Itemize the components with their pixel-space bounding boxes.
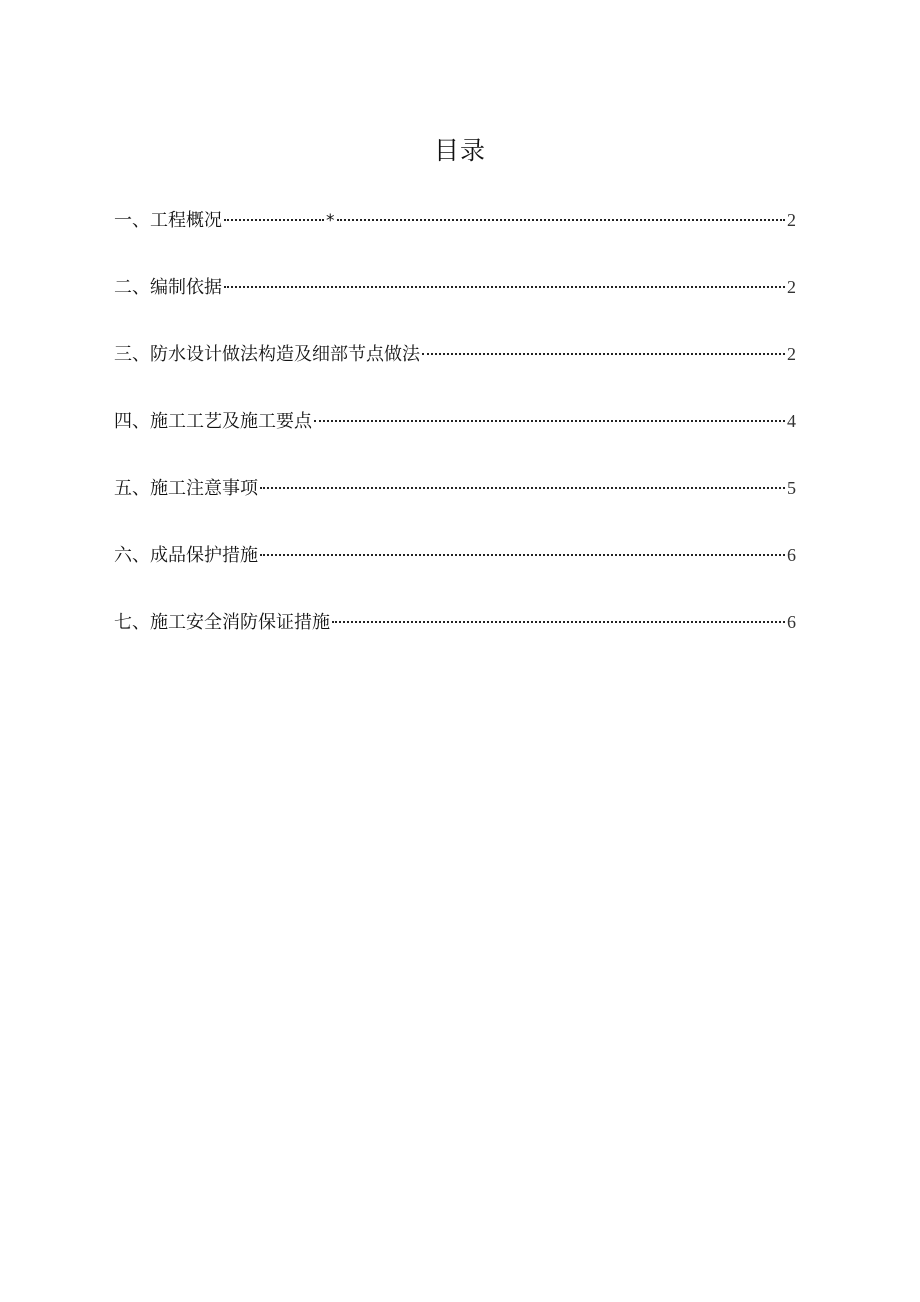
- toc-entry[interactable]: [114, 204, 796, 237]
- toc-entry-page: 2: [787, 277, 796, 297]
- toc-leader-dots: [224, 219, 324, 221]
- toc-entry[interactable]: [114, 539, 796, 572]
- toc-entry-title: 施工安全消防保证措施: [150, 612, 330, 633]
- toc-entry-title: 施工工艺及施工要点: [150, 411, 312, 432]
- toc-title: 目录: [433, 136, 486, 165]
- toc-entry-title: 编制依据: [150, 277, 222, 298]
- toc-entry-page: 2: [787, 210, 796, 230]
- toc-entry-title: 工程概况: [150, 210, 222, 231]
- toc-list: [114, 204, 796, 639]
- toc-leader-dots: [260, 554, 785, 556]
- toc-entry-page: 5: [787, 478, 796, 498]
- toc-entry-number: 五、: [114, 478, 150, 499]
- toc-entry-page: 6: [787, 545, 796, 565]
- toc-leader-dots: [332, 621, 785, 623]
- toc-entry[interactable]: [114, 338, 796, 371]
- toc-entry-number: 二、: [114, 277, 150, 298]
- toc-leader-dots: [314, 420, 785, 422]
- toc-entry[interactable]: [114, 472, 796, 505]
- toc-entry-page: 4: [787, 411, 796, 431]
- toc-entry-number: 四、: [114, 411, 150, 432]
- toc-leader-dots: [224, 286, 785, 288]
- toc-entry-title: 施工注意事项: [150, 478, 258, 499]
- toc-entry-mark: *: [326, 211, 335, 231]
- toc-entry-number: 三、: [114, 344, 150, 365]
- toc-entry-page: 6: [787, 612, 796, 632]
- toc-entry[interactable]: [114, 606, 796, 639]
- toc-leader-dots: [422, 353, 785, 355]
- toc-entry-page: 2: [787, 344, 796, 364]
- toc-entry-title: 成品保护措施: [150, 545, 258, 566]
- toc-entry-number: 六、: [114, 545, 150, 566]
- toc-leader-dots: [337, 219, 786, 221]
- toc-entry[interactable]: [114, 271, 796, 304]
- toc-entry[interactable]: [114, 405, 796, 438]
- toc-leader-dots: [260, 487, 785, 489]
- toc-entry-number: 七、: [114, 612, 150, 633]
- toc-entry-title: 防水设计做法构造及细部节点做法: [150, 344, 420, 365]
- toc-entry-number: 一、: [114, 210, 150, 231]
